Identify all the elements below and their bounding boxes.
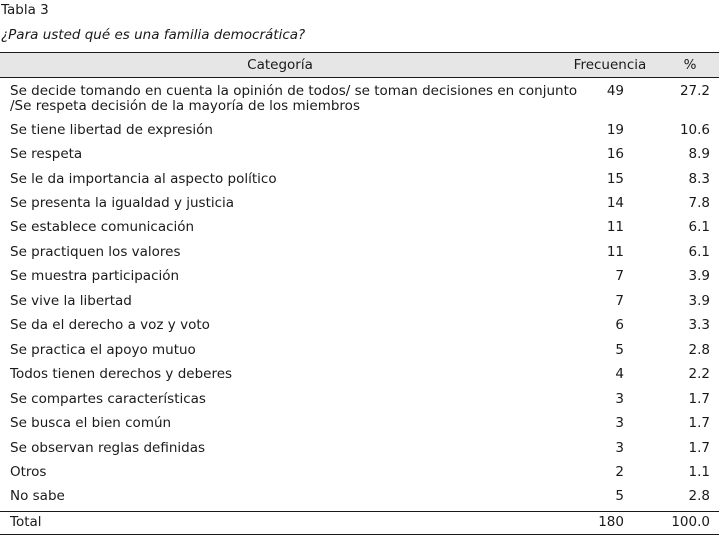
row-percent: 1.7 xyxy=(688,415,710,431)
row-frequency: 19 xyxy=(606,122,624,138)
total-percent: 100.0 xyxy=(671,514,710,530)
row-category: Se decide tomando en cuenta la opinión de todos/ se toman decisiones en conjunto xyxy=(10,83,578,99)
row-percent: 6.1 xyxy=(688,219,710,235)
row-category: Se presenta la igualdad y justicia xyxy=(10,195,235,211)
row-frequency: 3 xyxy=(615,440,624,456)
row-percent: 27.2 xyxy=(679,83,710,99)
header-frequency: Frecuencia xyxy=(573,57,647,73)
total-frequency: 180 xyxy=(598,514,624,530)
row-frequency: 7 xyxy=(615,268,624,284)
row-category-line2: /Se respeta decisión de la mayoría de los miembros xyxy=(10,98,360,114)
row-category: Se muestra participación xyxy=(10,268,180,284)
row-category: Se le da importancia al aspecto político xyxy=(10,171,277,187)
row-category: Se respeta xyxy=(10,146,83,162)
row-frequency: 3 xyxy=(615,415,624,431)
row-frequency: 7 xyxy=(615,293,624,309)
table-row-total xyxy=(0,512,719,534)
row-frequency: 5 xyxy=(615,342,624,358)
row-category: Se compartes características xyxy=(10,391,206,407)
row-category: Se observan reglas definidas xyxy=(10,440,206,456)
row-category: Se practiquen los valores xyxy=(10,244,181,260)
header-percent: % xyxy=(683,57,697,73)
row-category: Se tiene libertad de expresión xyxy=(10,122,213,138)
table-header xyxy=(0,53,719,77)
row-category: Se practica el apoyo mutuo xyxy=(10,342,196,358)
row-percent: 8.9 xyxy=(688,146,710,162)
row-category: No sabe xyxy=(10,488,65,504)
row-category: Todos tienen derechos y deberes xyxy=(10,366,233,382)
table-bottom-rule xyxy=(0,534,719,535)
row-percent: 2.8 xyxy=(688,342,710,358)
row-percent: 8.3 xyxy=(688,171,710,187)
row-percent: 3.9 xyxy=(688,268,710,284)
row-category: Se busca el bien común xyxy=(10,415,172,431)
row-frequency: 6 xyxy=(615,317,624,333)
table-header-rule xyxy=(0,77,719,78)
row-frequency: 2 xyxy=(615,464,624,480)
row-frequency: 49 xyxy=(606,83,624,99)
row-category: Se da el derecho a voz y voto xyxy=(10,317,210,333)
row-frequency: 11 xyxy=(606,244,624,260)
row-percent: 6.1 xyxy=(688,244,710,260)
row-percent: 10.6 xyxy=(679,122,710,138)
row-frequency: 5 xyxy=(615,488,624,504)
table-label: Tabla 3 xyxy=(1,2,49,18)
row-percent: 7.8 xyxy=(688,195,710,211)
row-percent: 2.2 xyxy=(688,366,710,382)
row-percent: 1.1 xyxy=(688,464,710,480)
row-percent: 3.3 xyxy=(688,317,710,333)
row-frequency: 14 xyxy=(606,195,624,211)
row-frequency: 16 xyxy=(606,146,624,162)
row-percent: 1.7 xyxy=(688,391,710,407)
row-percent: 1.7 xyxy=(688,440,710,456)
row-frequency: 4 xyxy=(615,366,624,382)
total-label: Total xyxy=(10,514,42,530)
row-frequency: 15 xyxy=(606,171,624,187)
row-percent: 2.8 xyxy=(688,488,710,504)
row-category: Se establece comunicación xyxy=(10,219,195,235)
row-category: Otros xyxy=(10,464,47,480)
header-category: Categoría xyxy=(247,57,313,73)
row-frequency: 3 xyxy=(615,391,624,407)
row-percent: 3.9 xyxy=(688,293,710,309)
row-category: Se vive la libertad xyxy=(10,293,132,309)
table-question: ¿Para usted qué es una familia democrática? xyxy=(1,27,306,43)
row-frequency: 11 xyxy=(606,219,624,235)
